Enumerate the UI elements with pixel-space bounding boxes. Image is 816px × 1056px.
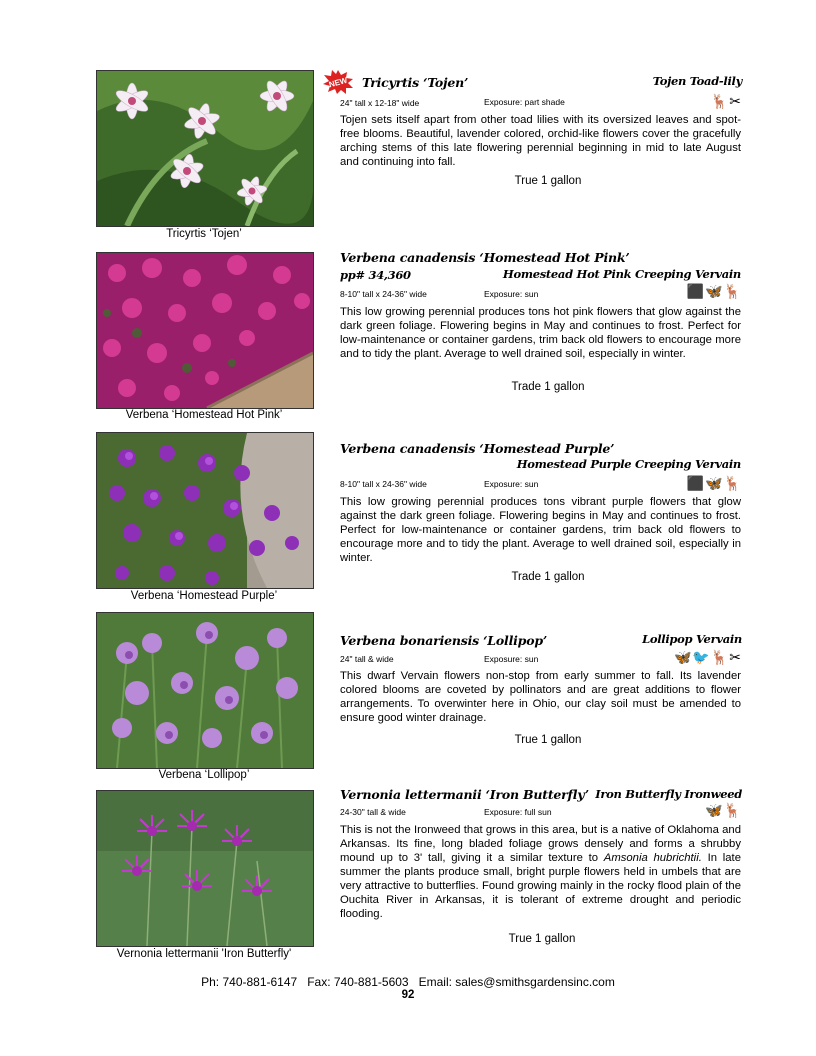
plant-attribute-icons bbox=[674, 650, 742, 664]
container-size: Trade 1 gallon bbox=[511, 381, 585, 393]
container-size: True 1 gallon bbox=[514, 175, 582, 187]
common-name: Lollipop Vervain bbox=[642, 632, 742, 646]
plant-dimensions: 8-10" tall x 24-36" wide bbox=[340, 289, 427, 299]
plant-caption: Verbena ‘Homestead Hot Pink’ bbox=[125, 409, 283, 421]
container-size: True 1 gallon bbox=[514, 734, 582, 746]
plant-description: This dwarf Vervain flowers non-stop from early summer to fall. Its lavender colored blooms are coveted by pollinators and are great additions to flower arrangements. To overwinter here in Ohio, our clay soil must be amended to ensure good winter drainage. bbox=[340, 670, 741, 724]
plant-attribute-icons bbox=[687, 476, 742, 490]
plant-dimensions: 24" tall & wide bbox=[340, 654, 394, 664]
ohio-native-icon: ⬛ bbox=[686, 283, 706, 299]
common-name: Homestead Hot Pink Creeping Vervain bbox=[502, 267, 741, 281]
plant-exposure: Exposure: sun bbox=[484, 479, 539, 489]
hummingbird-icon: 🐦 bbox=[692, 649, 711, 665]
plant-caption: Verbena ‘Lollipop’ bbox=[158, 769, 250, 781]
plant-dimensions: 8-10" tall x 24-36" wide bbox=[340, 479, 427, 489]
common-name: Homestead Purple Creeping Vervain bbox=[516, 457, 741, 471]
contact-footer: Ph: 740-881-6147 Fax: 740-881-5603 Email: sales@smithsgardensinc.com bbox=[201, 975, 615, 989]
plant-attribute-icons bbox=[687, 284, 742, 298]
cut-flower-icon: ✂ bbox=[729, 93, 742, 109]
plant-description-italic: Amsonia hubrichtii. bbox=[603, 852, 702, 864]
plant-description: Tojen sets itself apart from other toad lilies with its oversized leaves and spot-free blooms. Beautiful, lavender colored, orchid-like flowers cover the gracefully arching stems of this late flowering perennial beginning in mid to late August and continuing into fall. bbox=[340, 114, 741, 168]
new-badge-icon bbox=[322, 70, 354, 94]
butterfly-icon: 🦋 bbox=[705, 283, 724, 299]
cut-flower-icon: ✂ bbox=[729, 649, 742, 665]
container-size: Trade 1 gallon bbox=[511, 571, 585, 583]
plant-dimensions: 24-30" tall & wide bbox=[340, 807, 406, 817]
plant-caption: Verbena ‘Homestead Purple’ bbox=[130, 590, 278, 602]
butterfly-icon: 🦋 bbox=[705, 802, 724, 818]
container-size: True 1 gallon bbox=[508, 933, 576, 945]
deer-resistant-icon: 🦌 bbox=[723, 802, 742, 818]
page-number: 92 bbox=[401, 989, 415, 1001]
botanical-name: Tricyrtis ‘Tojen’ bbox=[362, 75, 469, 90]
botanical-name: Verbena canadensis ‘Homestead Hot Pink’ bbox=[340, 250, 630, 265]
ohio-native-icon: ⬛ bbox=[686, 475, 706, 491]
plant-attribute-icons bbox=[705, 803, 742, 817]
butterfly-icon: 🦋 bbox=[705, 475, 724, 491]
plant-exposure: Exposure: sun bbox=[484, 289, 539, 299]
common-name: Iron Butterfly Ironweed bbox=[595, 787, 742, 801]
plant-exposure: Exposure: part shade bbox=[484, 97, 565, 107]
plant-dimensions: 24" tall x 12-18" wide bbox=[340, 98, 420, 108]
plant-caption: Vernonia lettermanii 'Iron Butterfly' bbox=[116, 948, 292, 960]
plant-description: This low growing perennial produces tons vibrant purple flowers that glow against the dark green foliage. Flowering begins in May and continues to frost. Perfect for low-maintenance or container gardens, trim back old flowers to encourage more and to tidy the plant. Average to well drained soil, especially in winter. bbox=[340, 496, 741, 564]
plant-description: This low growing perennial produces tons hot pink flowers that glow against the dark green foliage. Flowering begins in May and continues to frost. Perfect for low-maintenance or container gardens, trim back old flowers to encourage more and to tidy the plant. Average to well drained soil, especially in winter. bbox=[340, 306, 741, 360]
plant-photo-homestead-purple bbox=[96, 432, 314, 589]
botanical-name: Verbena bonariensis ‘Lollipop’ bbox=[340, 633, 548, 648]
new-badge-label: NEW bbox=[327, 75, 349, 90]
butterfly-icon: 🦋 bbox=[673, 649, 693, 665]
botanical-name: Verbena canadensis ‘Homestead Purple’ bbox=[340, 441, 615, 456]
plant-exposure: Exposure: sun bbox=[484, 654, 539, 664]
common-name: Tojen Toad-lily bbox=[652, 74, 742, 88]
patent-number: pp# 34,360 bbox=[340, 268, 411, 282]
plant-photo-tricyrtis bbox=[96, 70, 314, 227]
plant-caption: Tricyrtis ‘Tojen’ bbox=[166, 228, 242, 240]
botanical-name: Vernonia lettermanii ‘Iron Butterfly’ bbox=[340, 787, 589, 802]
deer-resistant-icon: 🦌 bbox=[710, 649, 730, 665]
plant-description: This is not the Ironweed that grows in this area, but is a native of Oklahoma and Arkansas. Its fine, long bladed foliage grows densely and forms a shrubby mound up to 3' tall, giving it a similar texture to Amsonia hubrichtii. In late summer the plants produce small, bright purple flowers held in umbels that are very attractive to butterflies. Found growing mainly in the rocky flood plain of the Ouchita River in Arkansas, it is tolerant of extreme drought and periodic flooding. bbox=[340, 824, 741, 920]
plant-exposure: Exposure: full sun bbox=[484, 807, 552, 817]
deer-resistant-icon: 🦌 bbox=[710, 93, 730, 109]
plant-photo-iron-butterfly bbox=[96, 790, 314, 947]
plant-attribute-icons bbox=[711, 94, 742, 108]
deer-resistant-icon: 🦌 bbox=[723, 283, 742, 299]
deer-resistant-icon: 🦌 bbox=[723, 475, 742, 491]
